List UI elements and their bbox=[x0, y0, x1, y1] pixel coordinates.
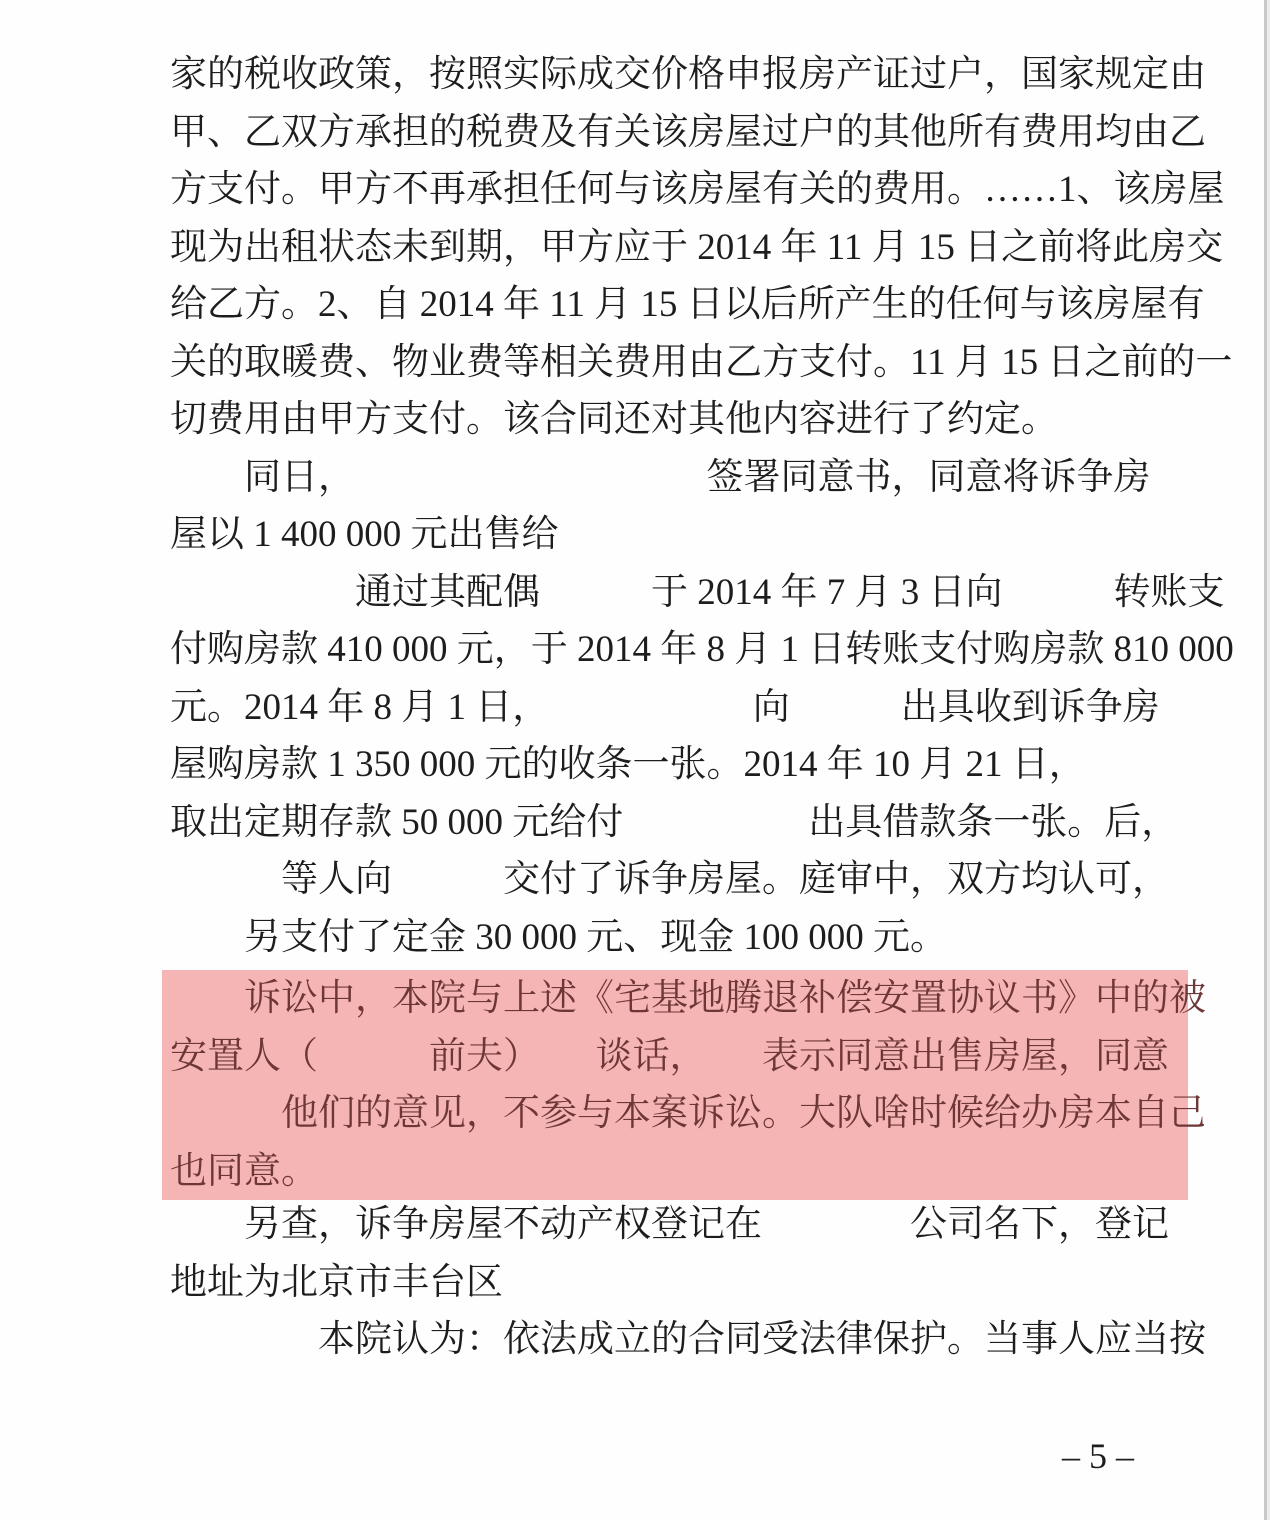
paragraphs-bottom bbox=[170, 1196, 1206, 1369]
page-number: – 5 – bbox=[1062, 1436, 1134, 1476]
text-line: 甲、乙双方承担的税费及有关该房屋过户的其他所有费用均由乙 bbox=[170, 111, 1206, 153]
text-line: 他们的意见，不参与本案诉讼。大队啥时候给办房本自己 bbox=[170, 1093, 1206, 1134]
text-line: 也同意。 bbox=[170, 1150, 318, 1192]
text-line: 另查，诉争房屋不动产权登记在 公司名下，登记 bbox=[170, 1204, 1169, 1245]
text-line: 另支付了定金 30 000 元、现金 100 000 元。 bbox=[170, 916, 947, 958]
text-line: 付购房款 410 000 元，于 2014 年 8 月 1 日转账支付购房款 810 000 bbox=[170, 629, 1234, 670]
document-body bbox=[170, 46, 1234, 1369]
text-line: 同日， 签署同意书，同意将诉争房 bbox=[170, 456, 1151, 498]
text-line: 诉讼中，本院与上述《宅基地腾退补偿安置协议书》中的被 bbox=[170, 978, 1206, 1019]
scan-edge-line bbox=[1264, 0, 1267, 1520]
text-line: 元。2014 年 8 月 1 日， 向 出具收到诉争房 bbox=[170, 686, 1160, 728]
text-line: 通过其配偶 于 2014 年 7 月 3 日向 转账支 bbox=[170, 571, 1225, 613]
text-line: 地址为北京市丰台区 bbox=[170, 1261, 503, 1303]
text-line: 家的税收政策，按照实际成交价格申报房产证过户，国家规定由 bbox=[170, 54, 1206, 95]
text-line: 取出定期存款 50 000 元给付 出具借款条一张。后， bbox=[170, 801, 1179, 843]
paragraphs-top bbox=[170, 46, 1234, 966]
text-line: 等人向 交付了诉争房屋。庭审中，双方均认可， bbox=[170, 859, 1169, 900]
highlighted-passage bbox=[162, 970, 1206, 1200]
text-line: 方支付。甲方不再承担任何与该房屋有关的费用。……1、该房屋 bbox=[170, 169, 1225, 210]
text-line: 现为出租状态未到期，甲方应于 2014 年 11 月 15 日之前将此房交 bbox=[170, 226, 1224, 268]
text-line: 安置人（ 前夫） 谈话， 表示同意出售房屋，同意 bbox=[170, 1035, 1169, 1077]
text-line: 本院认为：依法成立的合同受法律保护。当事人应当按 bbox=[170, 1319, 1206, 1360]
text-line: 切费用由甲方支付。该合同还对其他内容进行了约定。 bbox=[170, 399, 1058, 440]
text-line: 屋以 1 400 000 元出售给 bbox=[170, 514, 559, 555]
text-line: 屋购房款 1 350 000 元的收条一张。2014 年 10 月 21 日， bbox=[170, 744, 1086, 785]
text-line: 关的取暖费、物业费等相关费用由乙方支付。11 月 15 日之前的一 bbox=[170, 341, 1233, 383]
text-line: 给乙方。2、自 2014 年 11 月 15 日以后所产生的任何与该房屋有 bbox=[170, 284, 1205, 325]
